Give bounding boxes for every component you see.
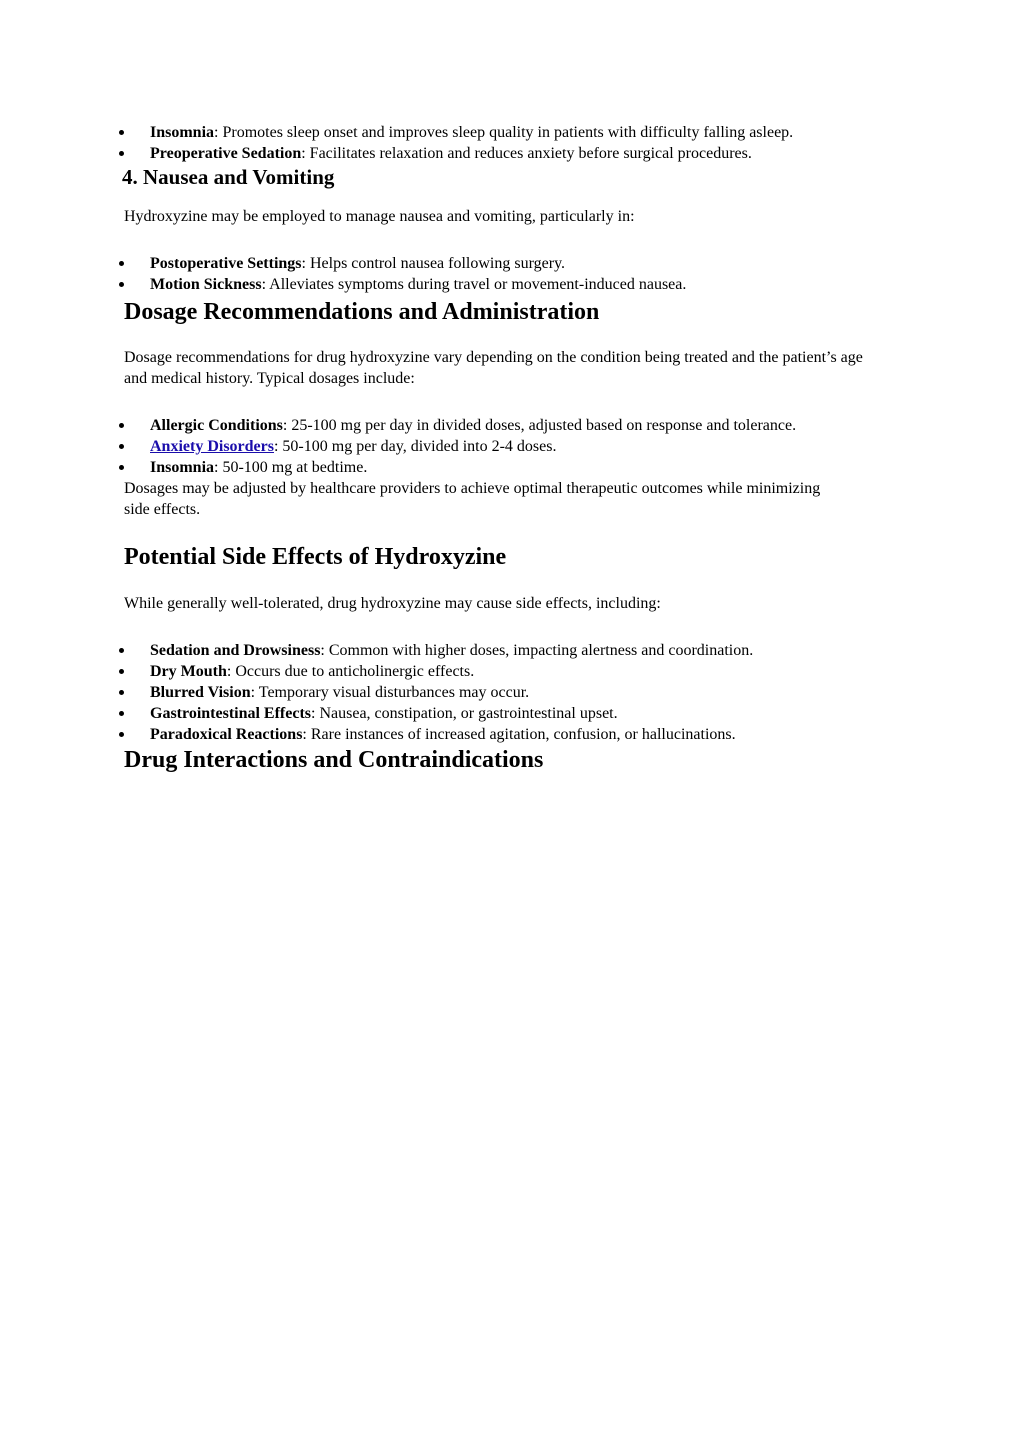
list-item-desc: : Facilitates relaxation and reduces anxiety before surgical procedures. [301,145,752,162]
dosage-outro: Dosages may be adjusted by healthcare providers to achieve optimal therapeutic outcomes while minimizing side effects. [124,480,821,518]
list-item-term: Postoperative Settings [150,255,302,272]
list-item-desc: : Alleviates symptoms during travel or movement-induced nausea. [261,276,687,293]
list-item [124,253,904,274]
list-item-desc: : Temporary visual disturbances may occur. [250,684,530,701]
list-item-desc: : Helps control nausea following surgery. [301,255,566,272]
list-item-term: Insomnia [150,124,215,141]
nausea-list [124,253,904,295]
list-item [124,724,904,745]
list-item-term: Motion Sickness [150,276,262,293]
heading-interactions: Drug Interactions and Contraindications [124,747,544,773]
list-item-desc: : Nausea, constipation, or gastrointestinal upset. [311,705,618,722]
list-item-term: Paradoxical Reactions [150,726,303,743]
list-item-desc: : 25-100 mg per day in divided doses, adjusted based on response and tolerance. [282,417,797,434]
list-item [124,661,904,682]
heading-side-effects: Potential Side Effects of Hydroxyzine [124,544,507,570]
list-item-term: Preoperative Sedation [150,145,302,162]
list-item-term: Blurred Vision [150,684,251,701]
list-item-desc: : Rare instances of increased agitation, confusion, or hallucinations. [302,726,736,743]
list-item [124,274,904,295]
list-item-desc: : Promotes sleep onset and improves sleep quality in patients with difficulty falling asleep. [214,124,794,141]
list-item-desc: : Common with higher doses, impacting alertness and coordination. [320,642,754,659]
dosage-intro: Dosage recommendations for drug hydroxyzine vary depending on the condition being treated and the patient’s age and medical history. Typical dosages include: [124,349,863,387]
list-item [124,122,904,143]
heading-dosage: Dosage Recommendations and Administration [124,299,600,325]
list-item [124,143,904,164]
dosage-list [124,415,904,478]
list-item [124,415,904,436]
list-item [124,703,904,724]
list-item-term: Sedation and Drowsiness [150,642,321,659]
list-item-term: Gastrointestinal Effects [150,705,312,722]
list-item-desc: : 50-100 mg per day, divided into 2-4 doses. [273,438,557,455]
document-page [124,122,904,775]
list-item [124,640,904,661]
list-item-desc: : 50-100 mg at bedtime. [214,459,368,476]
list-item-term: Allergic Conditions [150,417,283,434]
list-item-desc: : Occurs due to anticholinergic effects. [226,663,475,680]
heading-nausea: 4. Nausea and Vomiting [122,165,335,189]
list-item [124,457,904,478]
side-effects-intro: While generally well-tolerated, drug hydroxyzine may cause side effects, including: [124,595,661,612]
list-item [124,436,904,457]
anxiety-disorders-link[interactable]: Anxiety Disorders [150,438,274,455]
sleep-list [124,122,904,164]
list-item [124,682,904,703]
side-effects-list [124,640,904,745]
nausea-intro: Hydroxyzine may be employed to manage nausea and vomiting, particularly in: [124,208,635,225]
list-item-term: Insomnia [150,459,215,476]
list-item-term: Dry Mouth [150,663,227,680]
